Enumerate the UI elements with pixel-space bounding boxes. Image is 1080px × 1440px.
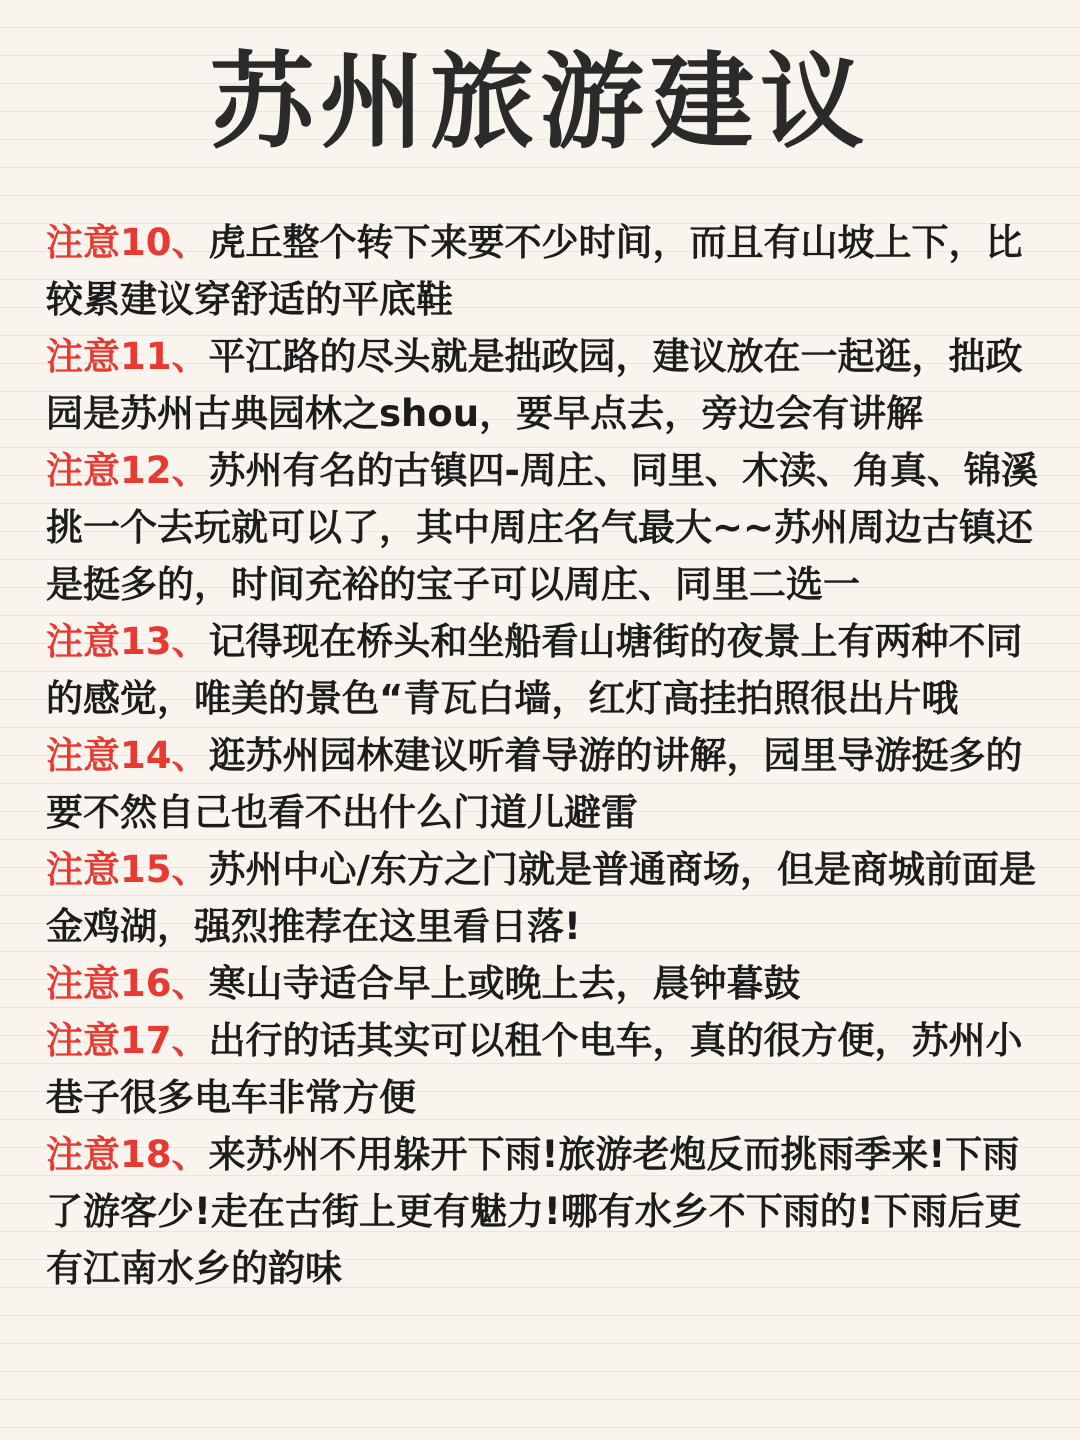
tip-item — [46, 613, 1038, 727]
tip-item — [46, 727, 1038, 841]
tip-text: 苏州有名的古镇四-周庄、同里、木渎、角真、锦溪挑一个去玩就可以了，其中周庄名气最大~~苏州周边古镇还是挺多的，时间充裕的宝子可以周庄、同里二选一 — [46, 449, 1038, 606]
tip-text: 虎丘整个转下来要不少时间，而且有山坡上下，比较累建议穿舒适的平底鞋 — [46, 221, 1023, 321]
tip-item — [46, 442, 1038, 613]
tip-label: 注意15、 — [46, 848, 209, 891]
tip-text: 记得现在桥头和坐船看山塘街的夜景上有两种不同的感觉，唯美的景色“青瓦白墙，红灯高挂拍照很出片哦 — [46, 620, 1023, 720]
tip-text: 出行的话其实可以租个电车，真的很方便，苏州小巷子很多电车非常方便 — [46, 1019, 1023, 1119]
tip-text: 苏州中心/东方之门就是普通商场，但是商城前面是金鸡湖，强烈推荐在这里看日落! — [46, 848, 1037, 948]
tip-label: 注意14、 — [46, 734, 209, 777]
tip-label: 注意18、 — [46, 1133, 209, 1176]
tip-label: 注意16、 — [46, 962, 209, 1005]
tip-label: 注意10、 — [46, 221, 209, 264]
tip-item — [46, 328, 1038, 442]
tip-text: 寒山寺适合早上或晚上去，晨钟暮鼓 — [208, 962, 801, 1005]
tip-item — [46, 1012, 1038, 1126]
tip-label: 注意13、 — [46, 620, 209, 663]
tip-item — [46, 955, 1038, 1012]
tip-label: 注意17、 — [46, 1019, 209, 1062]
tip-item — [46, 214, 1038, 328]
tip-item — [46, 1126, 1038, 1297]
page-title: 苏州旅游建议 — [209, 41, 870, 163]
tip-text: 平江路的尽头就是拙政园，建议放在一起逛，拙政园是苏州古典园林之shou，要早点去，旁边会有讲解 — [46, 335, 1023, 435]
tip-item — [46, 841, 1038, 955]
tips-list — [46, 214, 1038, 1297]
tip-text: 来苏州不用躲开下雨!旅游老炮反而挑雨季来!下雨了游客少!走在古街上更有魅力!哪有水乡不下雨的!下雨后更有江南水乡的韵味 — [46, 1133, 1022, 1290]
tip-text: 逛苏州园林建议听着导游的讲解，园里导游挺多的要不然自己也看不出什么门道儿避雷 — [46, 734, 1023, 834]
tip-label: 注意11、 — [46, 335, 209, 378]
tip-label: 注意12、 — [46, 449, 209, 492]
